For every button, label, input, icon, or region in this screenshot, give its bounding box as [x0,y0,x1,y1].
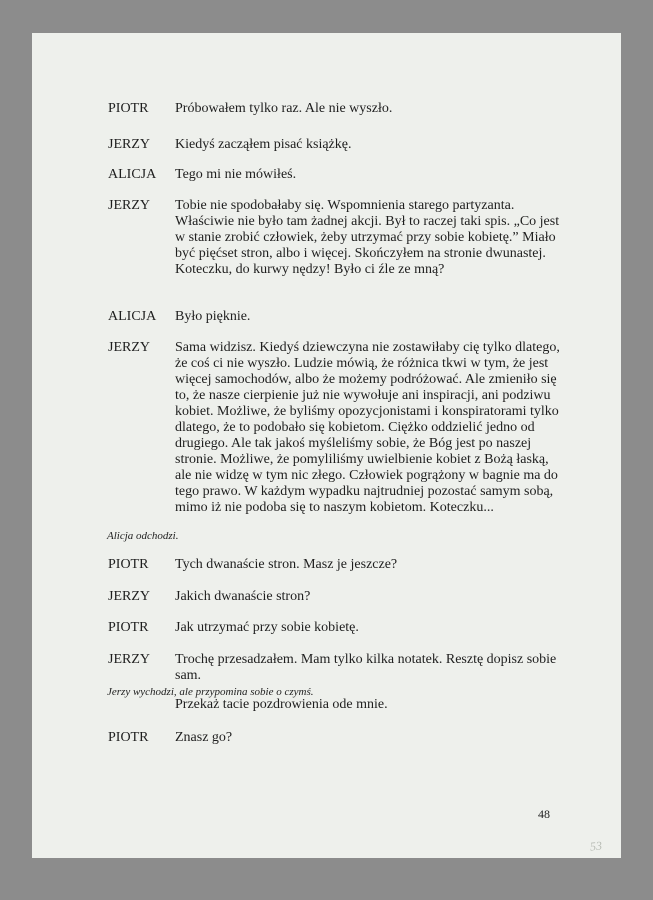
stage-direction: Alicja odchodzi. [107,530,179,542]
speaker-name: JERZY [108,198,150,213]
stage-direction: Jerzy wychodzi, ale przypomina sobie o czymś. [107,686,314,698]
speaker-name: PIOTR [108,557,149,572]
dialogue-text: Tego mi nie mówiłeś. [175,167,297,182]
dialogue-continuation: Przekaż tacie pozdrowienia ode mnie. [175,697,388,712]
dialogue-text: Próbowałem tylko raz. Ale nie wyszło. [175,101,393,116]
dialogue-text: Znasz go? [175,730,233,745]
speaker-name: PIOTR [108,730,149,745]
dialogue-text: Jak utrzymać przy sobie kobietę. [175,620,359,635]
dialogue-text: Kiedyś zacząłem pisać książkę. [175,137,352,152]
speaker-name: ALICJA [108,309,157,324]
dialogue-text: Tych dwanaście stron. Masz je jeszcze? [175,557,398,572]
speaker-name: PIOTR [108,101,149,116]
dialogue-text: Tobie nie spodobałaby się. Wspomnienia starego partyzanta. Właściwie nie było tam żadnej akcji. Był to raczej taki spis. „Co jest w stanie zrobić człowiek, żeby utrzymać przy sobie kobietę.” Miało być pięćset stron, albo i więcej. Skończyłem na stronie dwunastej. Koteczku, do kurwy nędzy! Było ci źle ze mną? [175,198,560,277]
dialogue-text: Trochę przesadzałem. Mam tylko kilka notatek. Resztę dopisz sobie sam. [175,652,557,683]
speaker-name: PIOTR [108,620,149,635]
page-number: 48 [538,807,550,821]
speaker-name: ALICJA [108,167,157,182]
dialogue-text: Sama widzisz. Kiedyś dziewczyna nie zostawiłaby cię tylko dlatego, że coś ci nie wyszło. Ludzie mówią, że różnica tkwi w tym, że jest więcej samochodów, albo że możemy podróżować. Ale zmieniło się to, że nasze cierpienie już nie wywołuje ani inspiracji, ani podziwu kobiet. Możliwe, że byliśmy opozycjonistami i konspiratorami tylko dlatego, że to podobało się kobietom. Ciężko oddzielić jedno od drugiego. Ale tak jakoś myśleliśmy sobie, że Bóg jest po naszej stronie. Możliwe, że pomyliliśmy uwielbienie kobiet z Bożą łaską, ale nie widzę w tym nic złego. Człowiek pogrążony w bagnie ma do tego prawo. W każdym wypadku najtrudniej pozostać samym sobą, mimo iż nie podoba się to naszym kobietom. Koteczku... [175,340,560,515]
speaker-name: JERZY [108,137,150,152]
speaker-name: JERZY [108,652,150,667]
handwritten-page-number: 53 [589,838,603,854]
speaker-name: JERZY [108,340,150,355]
speaker-name: JERZY [108,589,150,604]
dialogue-text: Było pięknie. [175,309,251,324]
dialogue-text: Jakich dwanaście stron? [175,589,311,604]
